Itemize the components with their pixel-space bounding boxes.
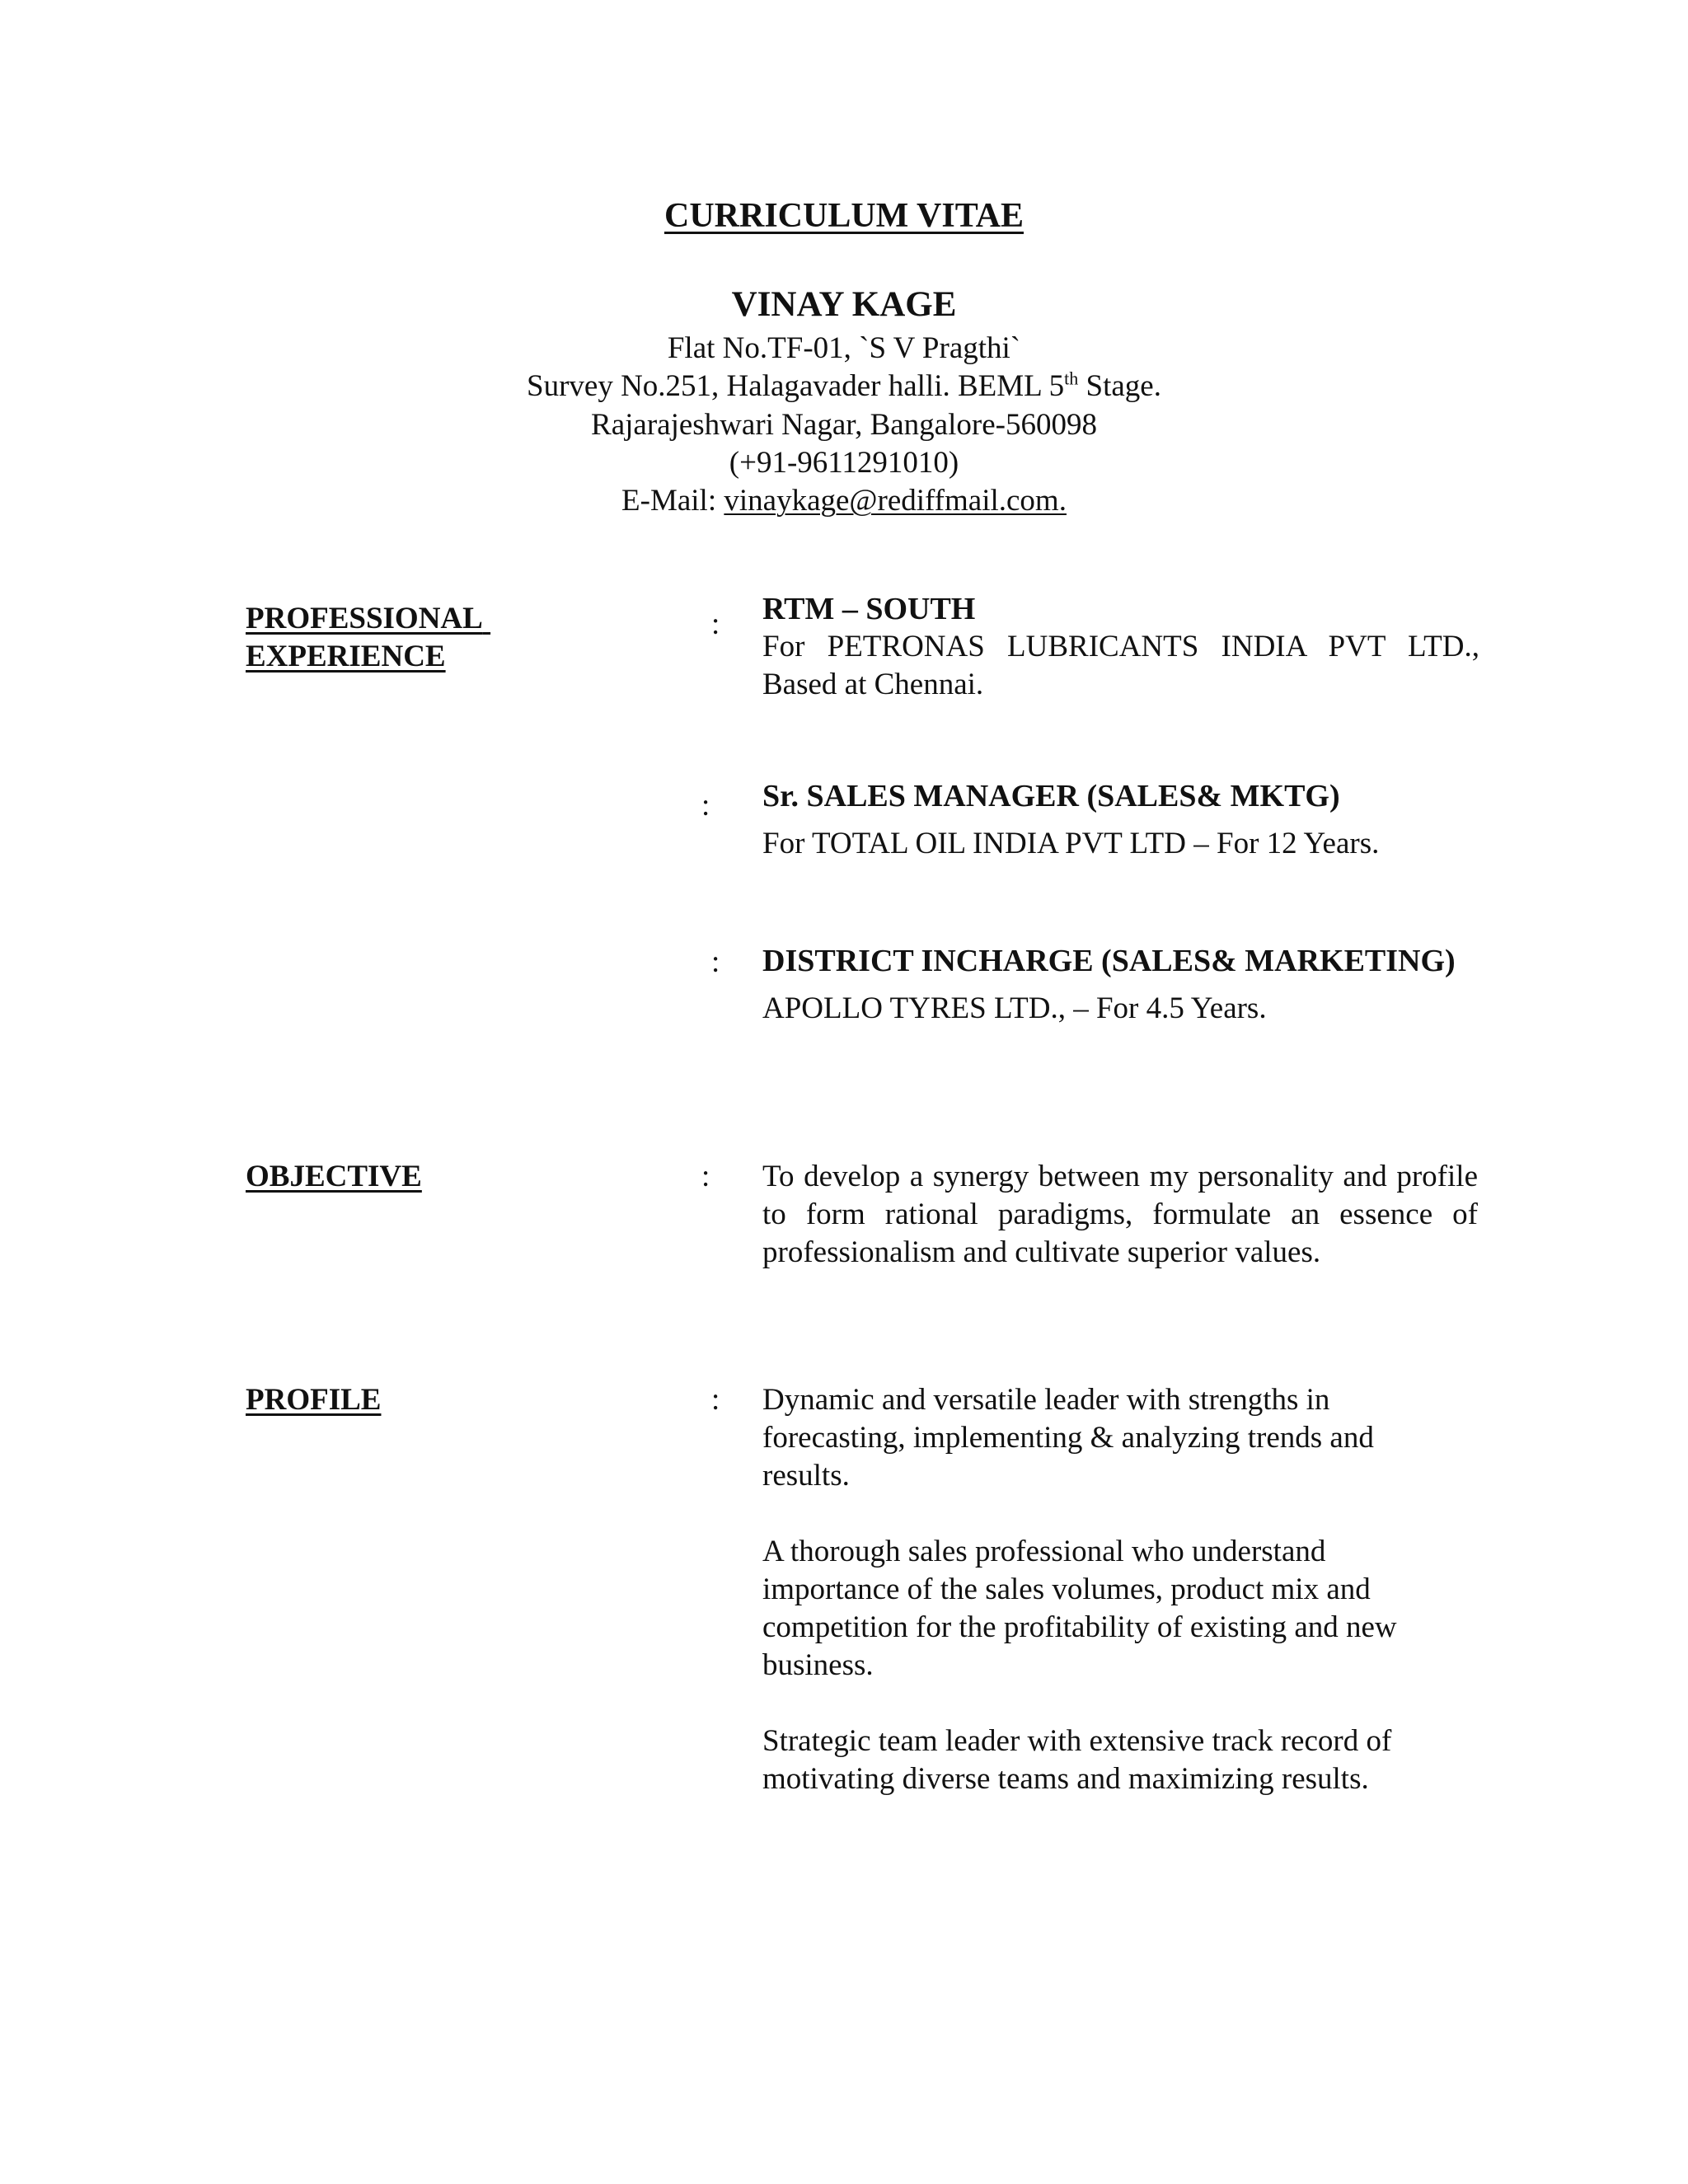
job-entry-1 — [762, 590, 1479, 704]
document-title: CURRICULUM VITAE — [664, 197, 1024, 235]
job-entry-3 — [762, 942, 1479, 1028]
phone-number: (+91-9611291010) — [729, 446, 959, 480]
job-1-location: Based at Chennai. — [762, 668, 984, 701]
address-ordinal-suffix: th — [1064, 368, 1079, 389]
email-line — [0, 482, 1688, 520]
profile-paragraph-2: A thorough sales professional who understand importance of the sales volumes, product mix and competition for the profitability of existing and new business. — [762, 1535, 1397, 1682]
profile-paragraph-1: Dynamic and versatile leader with strengths in forecasting, implementing & analyzing trends and results. — [762, 1383, 1374, 1493]
address-line-3: Rajarajeshwari Nagar, Bangalore-560098 — [591, 408, 1097, 442]
job-entry-2 — [762, 777, 1479, 863]
profile-colon: : — [711, 1383, 720, 1417]
objective-colon: : — [701, 1160, 710, 1193]
profile-text — [762, 1381, 1455, 1798]
candidate-name: VINAY KAGE — [731, 285, 957, 324]
job-1-company: For PETRONAS LUBRICANTS INDIA PVT LTD., — [762, 630, 1479, 663]
address-line-2-end: Stage. — [1078, 369, 1161, 403]
email-link[interactable]: vinaykage@rediffmail.com. — [724, 484, 1067, 518]
experience-label-line-2: EXPERIENCE — [246, 640, 446, 673]
experience-colon-2: : — [701, 789, 710, 823]
job-1-title: RTM – SOUTH — [762, 592, 976, 626]
profile-paragraph-3: Strategic team leader with extensive track record of motivating diverse teams and maximizing results. — [762, 1724, 1392, 1796]
email-label: E-Mail: — [621, 484, 724, 518]
experience-colon-1: : — [711, 607, 720, 641]
job-2-title: Sr. SALES MANAGER (SALES& MKTG) — [762, 779, 1340, 813]
address-line-2 — [0, 368, 1688, 405]
objective-text: To develop a synergy between my personality and profile to form rational paradigms, formulate an essence of professionalism and cultivate superior values. — [762, 1160, 1478, 1269]
address-line-2-text: Survey No.251, Halagavader halli. BEML 5 — [527, 369, 1065, 403]
profile-label: PROFILE — [246, 1383, 382, 1417]
job-3-company: APOLLO TYRES LTD., – For 4.5 Years. — [762, 991, 1267, 1025]
experience-colon-3: : — [711, 945, 720, 979]
job-2-company: For TOTAL OIL INDIA PVT LTD – For 12 Years. — [762, 827, 1380, 860]
experience-label — [246, 600, 490, 676]
address-line-1: Flat No.TF-01, `S V Pragthi` — [667, 331, 1021, 365]
job-3-title: DISTRICT INCHARGE (SALES& MARKETING) — [762, 944, 1456, 978]
objective-label: OBJECTIVE — [246, 1160, 422, 1193]
experience-label-line-1: PROFESSIONAL — [246, 602, 483, 635]
